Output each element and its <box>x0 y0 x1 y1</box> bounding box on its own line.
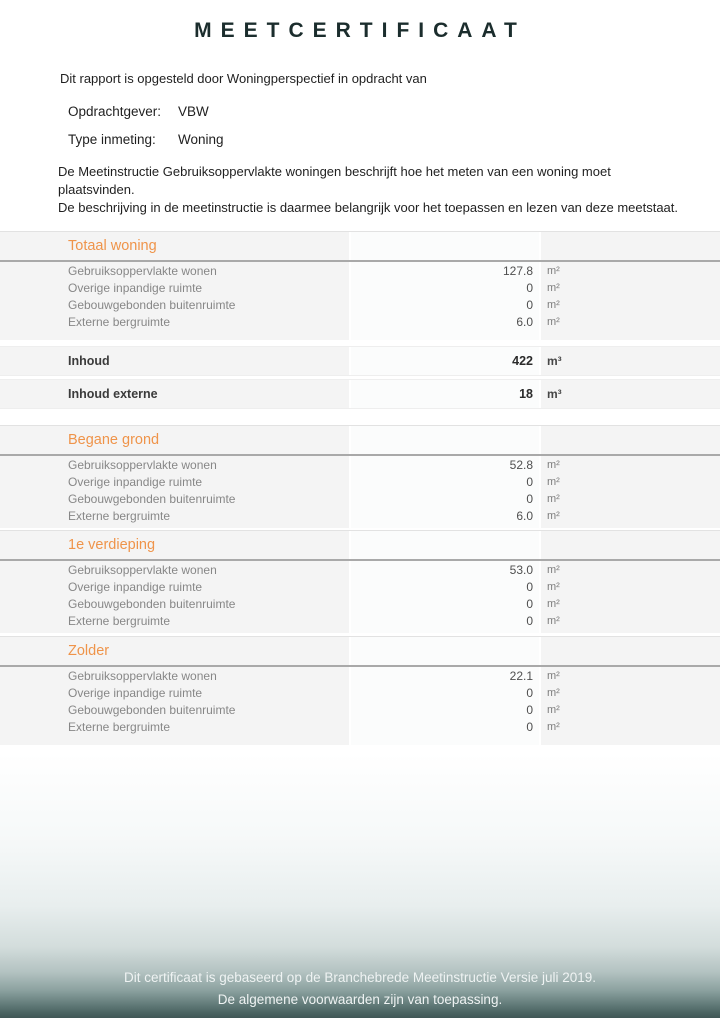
row-value: 0 <box>351 718 539 735</box>
field-label: Type inmeting: <box>68 131 156 147</box>
measurement-table <box>0 231 720 745</box>
row-value: 0 <box>351 578 539 595</box>
totals-label: Inhoud <box>0 347 349 375</box>
row-unit: m² <box>541 718 720 735</box>
section-zolder <box>0 636 720 745</box>
row-value: 22.1 <box>351 667 539 684</box>
row-label: Gebruiksoppervlakte wonen <box>0 262 349 279</box>
totals-label: Inhoud externe <box>0 380 349 408</box>
totals-row-inhoud-externe <box>0 379 720 409</box>
row-unit: m² <box>541 456 720 473</box>
description-paragraph <box>58 163 680 217</box>
section-header <box>0 425 720 456</box>
row-unit: m² <box>541 313 720 330</box>
header-spacer-cell <box>541 637 720 665</box>
table-row <box>0 718 720 735</box>
table-row <box>0 561 720 578</box>
row-value: 127.8 <box>351 262 539 279</box>
table-row <box>0 279 720 296</box>
totals-value: 18 <box>351 380 539 408</box>
row-value: 6.0 <box>351 507 539 524</box>
section-header <box>0 530 720 561</box>
section-begane-grond <box>0 425 720 528</box>
row-value: 0 <box>351 595 539 612</box>
section-header <box>0 231 720 262</box>
header-spacer-cell <box>541 531 720 559</box>
row-label: Gebouwgebonden buitenruimte <box>0 595 349 612</box>
section-body <box>0 561 720 633</box>
footer-line: Dit certificaat is gebaseerd op de Branchebrede Meetinstructie Versie juli 2019. <box>123 970 596 985</box>
row-value: 0 <box>351 490 539 507</box>
section-body <box>0 667 720 745</box>
row-value: 52.8 <box>351 456 539 473</box>
row-unit: m² <box>541 473 720 490</box>
totals-unit: m³ <box>541 347 720 375</box>
table-row <box>0 490 720 507</box>
header-spacer-cell <box>351 531 539 559</box>
section-title: Zolder <box>68 643 110 659</box>
description-line: De Meetinstructie Gebruiksoppervlakte woningen beschrijft hoe het meten van een woning moet plaatsvinden. <box>58 164 611 197</box>
footer-line: De algemene voorwaarden zijn van toepassing. <box>217 991 503 1007</box>
field-row-type-inmeting <box>68 125 720 153</box>
row-unit: m² <box>541 561 720 578</box>
row-value: 0 <box>351 701 539 718</box>
table-row <box>0 296 720 313</box>
row-unit: m² <box>541 262 720 279</box>
row-value: 0 <box>351 612 539 629</box>
field-list <box>68 97 720 153</box>
row-label: Gebruiksoppervlakte wonen <box>0 561 349 578</box>
row-value: 0 <box>351 279 539 296</box>
row-value: 53.0 <box>351 561 539 578</box>
row-value: 0 <box>351 473 539 490</box>
row-label: Overige inpandige ruimte <box>0 684 349 701</box>
section-totaal-woning <box>0 231 720 409</box>
band-padding <box>0 524 720 528</box>
header-spacer-cell <box>541 232 720 260</box>
table-row <box>0 507 720 524</box>
row-unit: m² <box>541 279 720 296</box>
row-unit: m² <box>541 490 720 507</box>
table-row <box>0 595 720 612</box>
row-label: Externe bergruimte <box>0 313 349 330</box>
row-unit: m² <box>541 578 720 595</box>
table-row <box>0 701 720 718</box>
section-title: Begane grond <box>68 432 160 448</box>
header-spacer-cell <box>351 426 539 454</box>
band-padding <box>0 629 720 633</box>
section-title: 1e verdieping <box>68 537 156 553</box>
row-label: Overige inpandige ruimte <box>0 473 349 490</box>
totals-unit: m³ <box>541 380 720 408</box>
table-row <box>0 578 720 595</box>
row-value: 6.0 <box>351 313 539 330</box>
section-1e-verdieping <box>0 530 720 633</box>
row-label: Overige inpandige ruimte <box>0 578 349 595</box>
table-row <box>0 456 720 473</box>
header-spacer-cell <box>351 232 539 260</box>
row-label: Externe bergruimte <box>0 507 349 524</box>
row-label: Externe bergruimte <box>0 718 349 735</box>
intro-text: Dit rapport is opgesteld door Woningperspectief in opdracht van <box>60 71 427 86</box>
row-label: Externe bergruimte <box>0 612 349 629</box>
row-unit: m² <box>541 612 720 629</box>
table-row <box>0 473 720 490</box>
row-unit: m² <box>541 701 720 718</box>
table-row <box>0 684 720 701</box>
totals-row-inhoud <box>0 346 720 376</box>
row-label: Gebouwgebonden buitenruimte <box>0 490 349 507</box>
row-value: 0 <box>351 296 539 313</box>
row-label: Gebruiksoppervlakte wonen <box>0 456 349 473</box>
field-row-opdrachtgever <box>68 97 720 125</box>
row-label: Gebruiksoppervlakte wonen <box>0 667 349 684</box>
row-unit: m² <box>541 684 720 701</box>
section-title: Totaal woning <box>68 238 157 254</box>
field-value: Woning <box>178 131 224 147</box>
row-unit: m² <box>541 296 720 313</box>
section-body <box>0 262 720 340</box>
row-unit: m² <box>541 507 720 524</box>
row-value: 0 <box>351 684 539 701</box>
row-label: Overige inpandige ruimte <box>0 279 349 296</box>
field-label: Opdrachtgever: <box>68 103 162 119</box>
field-value: VBW <box>178 103 209 119</box>
header-spacer-cell <box>541 426 720 454</box>
row-unit: m² <box>541 595 720 612</box>
section-body <box>0 456 720 528</box>
section-header <box>0 636 720 667</box>
totals-value: 422 <box>351 347 539 375</box>
table-row <box>0 667 720 684</box>
header-spacer-cell <box>351 637 539 665</box>
row-unit: m² <box>541 667 720 684</box>
row-label: Gebouwgebonden buitenruimte <box>0 296 349 313</box>
table-row <box>0 612 720 629</box>
section-gap <box>0 409 720 425</box>
row-label: Gebouwgebonden buitenruimte <box>0 701 349 718</box>
description-line: De beschrijving in de meetinstructie is daarmee belangrijk voor het toepassen en lezen van deze meetstaat. <box>58 200 679 215</box>
table-row <box>0 262 720 279</box>
table-row <box>0 313 720 330</box>
band-padding <box>0 330 720 340</box>
band-padding <box>0 735 720 745</box>
footer <box>0 967 720 1010</box>
page-title: MEETCERTIFICAAT <box>194 19 526 42</box>
